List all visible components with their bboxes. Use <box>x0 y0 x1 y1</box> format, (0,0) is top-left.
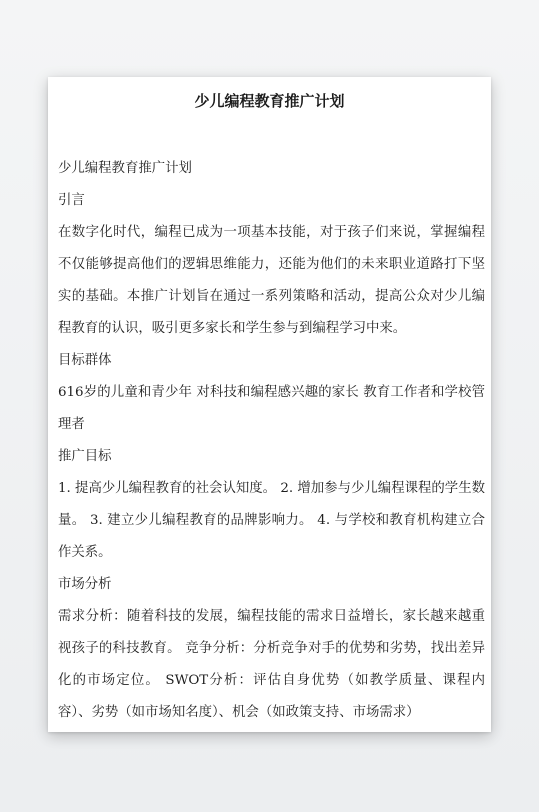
section-heading-intro: 引言 <box>58 193 85 208</box>
document-body <box>58 153 485 729</box>
paragraph-target-group: 616岁的儿童和青少年 对科技和编程感兴趣的家长 教育工作者和学校管理者 <box>58 385 485 432</box>
document-page <box>48 77 491 732</box>
document-title: 少儿编程教育推广计划 <box>194 92 345 110</box>
paragraph-goals: 1. 提高少儿编程教育的社会认知度。 2. 增加参与少儿编程课程的学生数量。 3. 建立少儿编程教育的品牌影响力。 4. 与学校和教育机构建立合作关系。 <box>58 481 485 560</box>
paragraph-heading: 少儿编程教育推广计划 <box>58 161 192 176</box>
section-heading-target-group: 目标群体 <box>58 353 112 368</box>
section-heading-goals: 推广目标 <box>58 449 112 464</box>
paragraph-intro: 在数字化时代，编程已成为一项基本技能，对于孩子们来说，掌握编程不仅能够提高他们的逻辑思维能力，还能为他们的未来职业道路打下坚实的基础。本推广计划旨在通过一系列策略和活动，提高公众对少儿编程教育的认识，吸引更多家长和学生参与到编程学习中来。 <box>58 225 485 336</box>
paragraph-market: 需求分析：随着科技的发展，编程技能的需求日益增长，家长越来越重视孩子的科技教育。 竞争分析：分析竞争对手的优势和劣势，找出差异化的市场定位。 SWOT分析：评估自身优势（如教学质量、课程内容）、劣势（如市场知名度）、机会（如政策支持、市场需求） <box>58 609 485 720</box>
section-heading-market: 市场分析 <box>58 577 112 592</box>
